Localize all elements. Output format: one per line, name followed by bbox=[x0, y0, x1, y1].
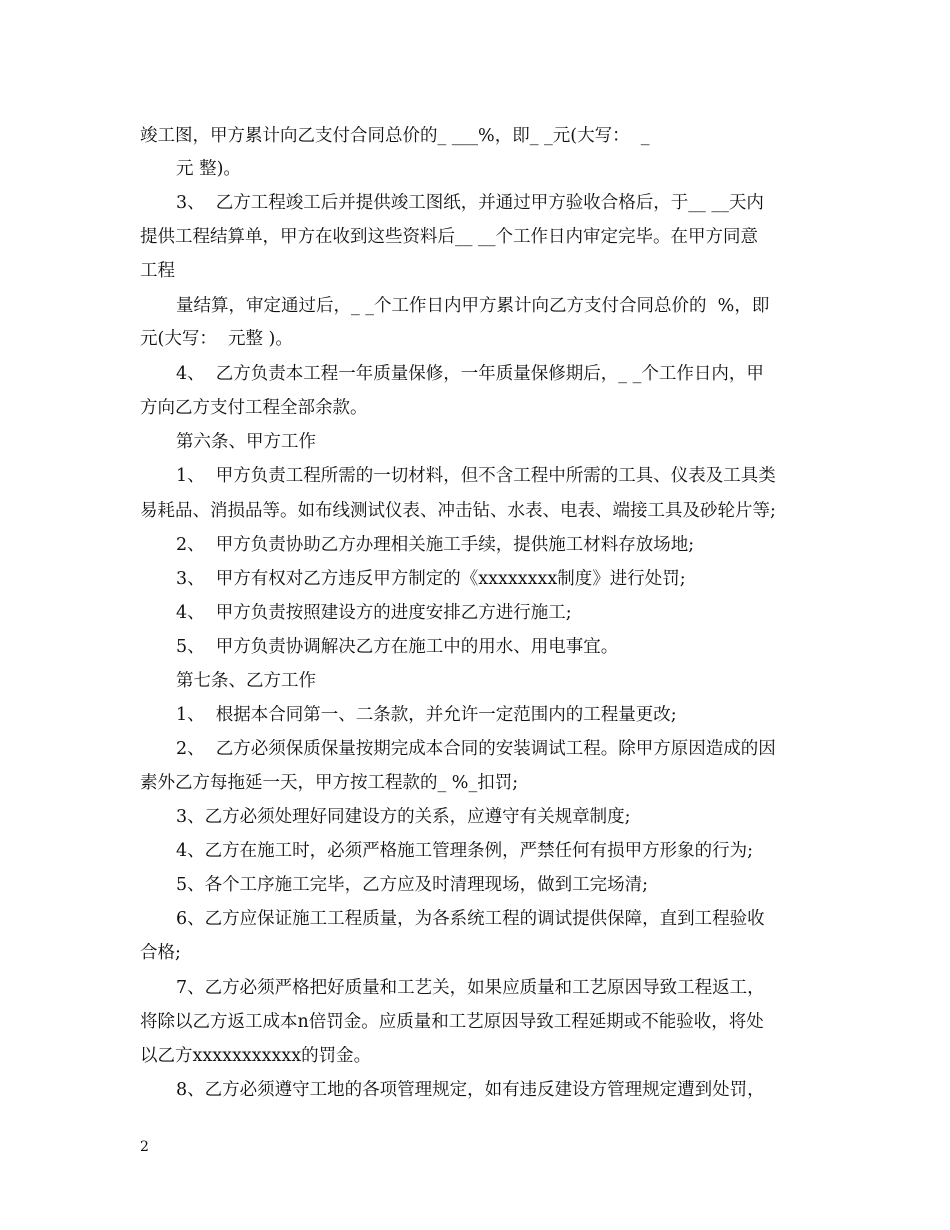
text-line: 4、乙方在施工时，必须严格施工管理条例，严禁任何有损甲方形象的行为; bbox=[176, 841, 754, 861]
text-line: 元 整)。 bbox=[176, 159, 241, 179]
text-line: 工程 bbox=[140, 261, 175, 281]
text-line: 4、 乙方负责本工程一年质量保修，一年质量保修期后，_ _个工作日内，甲 bbox=[176, 364, 764, 384]
text-line: 2、 乙方必须保质保量按期完成本合同的安装调试工程。除甲方原因造成的因 bbox=[176, 739, 776, 759]
text-line: 2、 甲方负责协助乙方办理相关施工手续，提供施工材料存放场地; bbox=[176, 535, 695, 555]
text-line: 元(大写： 元整 )。 bbox=[140, 329, 293, 349]
text-line: 8、乙方必须遵守工地的各项管理规定，如有违反建设方管理规定遭到处罚， bbox=[176, 1080, 765, 1100]
text-line: 量结算，审定通过后，_ _个工作日内甲方累计向乙方支付合同总价的 %，即 bbox=[176, 296, 770, 316]
text-line: 1、 甲方负责工程所需的一切材料，但不含工程中所需的工具、仪表及工具类 bbox=[176, 466, 776, 486]
text-line: 将除以乙方返工成本n倍罚金。应质量和工艺原因导致工程延期或不能验收，将处 bbox=[140, 1012, 764, 1032]
text-line: 易耗品、消损品等。如布线测试仪表、冲击钻、水表、电表、端接工具及砂轮片等; bbox=[140, 501, 776, 521]
text-line: 方向乙方支付工程全部余款。 bbox=[140, 398, 368, 418]
text-line: 4、 甲方负责按照建设方的进度安排乙方进行施工; bbox=[176, 603, 572, 623]
text-line: 竣工图，甲方累计向乙支付合同总价的_ ___%，即_ _元(大写： _ bbox=[140, 126, 650, 146]
text-line: 合格; bbox=[140, 943, 181, 963]
text-line: 7、乙方必须严格把好质量和工艺关，如果应质量和工艺原因导致工程返工， bbox=[176, 978, 765, 998]
text-line: 6、乙方应保证施工工程质量，为各系统工程的调试提供保障，直到工程验收 bbox=[176, 909, 765, 929]
text-line: 素外乙方每拖延一天，甲方按工程款的_ %_扣罚; bbox=[140, 773, 519, 793]
text-line: 3、 甲方有权对乙方违反甲方制定的《xxxxxxxx制度》进行处罚; bbox=[176, 569, 686, 589]
text-line: 3、 乙方工程竣工后并提供竣工图纸，并通过甲方验收合格后，于__ __天内 bbox=[176, 193, 764, 213]
text-line: 1、 根据本合同第一、二条款，并允许一定范围内的工程量更改; bbox=[176, 705, 677, 725]
text-line: 5、 甲方负责协调解决乙方在施工中的用水、用电事宜。 bbox=[176, 637, 619, 657]
page-number: 2 bbox=[140, 1139, 149, 1155]
section-heading: 第六条、甲方工作 bbox=[176, 432, 316, 452]
text-line: 以乙方xxxxxxxxxxx的罚金。 bbox=[140, 1046, 372, 1066]
text-line: 提供工程结算单，甲方在收到这些资料后__ __个工作日内审定完毕。在甲方同意 bbox=[140, 227, 759, 247]
section-heading: 第七条、乙方工作 bbox=[176, 671, 316, 691]
text-line: 5、各个工序施工完毕，乙方应及时清理现场，做到工完场清; bbox=[176, 875, 649, 895]
text-line: 3、乙方必须处理好同建设方的关系，应遵守有关规章制度; bbox=[176, 807, 631, 827]
